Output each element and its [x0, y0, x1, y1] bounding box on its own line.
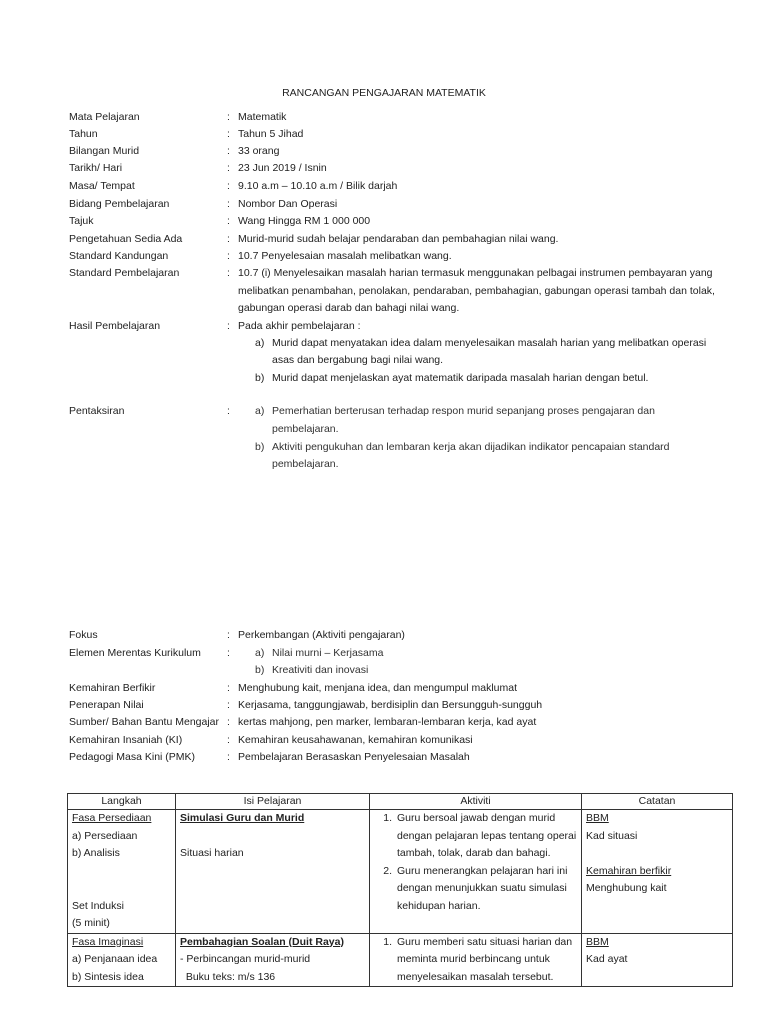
isi-title: Simulasi Guru dan Murid [180, 812, 305, 824]
info-value: Kemahiran keusahawanan, kemahiran komunikasi [238, 734, 473, 746]
aktiviti-text: Guru bersoal jawab dengan murid [397, 812, 556, 824]
aktiviti-number: 1. [383, 812, 392, 824]
aktiviti-line [374, 951, 577, 969]
info-label: Mata Pelajaran [69, 111, 140, 123]
langkah-line: b) Sintesis idea [72, 970, 144, 983]
info-value: Perkembangan (Aktiviti pengajaran) [238, 629, 405, 641]
info-colon: : [227, 647, 230, 659]
list-marker: a) [255, 337, 265, 349]
cell-langkah [68, 933, 176, 987]
aktiviti-line [374, 898, 577, 916]
aktiviti-number [374, 898, 397, 916]
info-colon: : [227, 215, 230, 227]
list-text: Murid dapat menjelaskan ayat matematik daripada masalah harian dengan betul. [272, 372, 649, 384]
list-marker: b) [255, 664, 265, 676]
info-label: Tarikh/ Hari [69, 162, 123, 174]
aktiviti-line [374, 810, 577, 828]
info-value: 10.7 Penyelesaian masalah melibatkan wang. [238, 250, 452, 262]
aktiviti-line [374, 828, 577, 846]
table-header-row [68, 794, 733, 810]
info-colon: : [227, 233, 230, 245]
aktiviti-number [374, 828, 397, 846]
cell-catatan [582, 810, 733, 934]
info-colon: : [227, 198, 230, 210]
info-value: 9.10 a.m – 10.10 a.m / Bilik darjah [238, 180, 398, 192]
langkah-line: a) Penjanaan idea [72, 953, 158, 965]
info-label: Tajuk [69, 215, 94, 227]
list-marker: a) [255, 647, 265, 659]
list-text: Murid dapat menyatakan idea dalam menyelesaikan masalah harian yang melibatkan operasi [272, 337, 707, 349]
info-label: Sumber/ Bahan Bantu Mengajar [69, 716, 220, 728]
info-value: 23 Jun 2019 / Isnin [238, 162, 327, 174]
langkah-line [72, 863, 171, 881]
aktiviti-line [374, 934, 577, 952]
catatan-label: Kemahiran berfikir [586, 864, 672, 877]
info-value: Kerjasama, tanggungjawab, berdisiplin dan Bersungguh-sungguh [238, 699, 543, 711]
info-colon: : [227, 405, 230, 417]
info-colon: : [227, 716, 230, 728]
header-catatan: Catatan [582, 794, 733, 810]
info-value: 10.7 (i) Menyelesaikan masalah harian termasuk menggunakan pelbagai instrumen pembayaran yang [238, 267, 713, 279]
aktiviti-number [374, 845, 397, 863]
info-label: Pentaksiran [69, 405, 125, 417]
isi-line: Buku teks: m/s 136 [180, 970, 276, 983]
info-label: Pedagogi Masa Kini (PMK) [69, 751, 196, 763]
aktiviti-number [374, 969, 397, 987]
info-label: Bilangan Murid [69, 145, 140, 157]
aktiviti-text: dengan menunjukkan suatu simulasi [397, 882, 567, 894]
aktiviti-number [374, 880, 397, 898]
isi-line [180, 828, 365, 846]
list-marker: b) [255, 372, 265, 384]
continued-text: pembelajaran. [272, 423, 339, 435]
aktiviti-text: menyelesaikan masalah tersebut. [397, 970, 554, 983]
catatan-value: Menghubung kait [586, 882, 667, 894]
list-text: Pemerhatian berterusan terhadap respon murid sepanjang proses pengajaran dan [272, 405, 655, 417]
list-marker: a) [255, 405, 265, 417]
catatan-label: BBM [586, 812, 609, 824]
info-label: Masa/ Tempat [69, 180, 135, 192]
aktiviti-line [374, 969, 577, 987]
info-label: Pengetahuan Sedia Ada [69, 233, 183, 245]
info-label: Tahun [69, 128, 98, 140]
info-colon: : [227, 128, 230, 140]
header-isi-pelajaran: Isi Pelajaran [176, 794, 370, 810]
info-value: Pada akhir pembelajaran : [238, 320, 361, 332]
info-value: kertas mahjong, pen marker, lembaran-lembaran kerja, kad ayat [238, 716, 537, 728]
aktiviti-text: Guru memberi satu situasi harian dan [397, 935, 573, 948]
header-aktiviti: Aktiviti [370, 794, 582, 810]
catatan-value: Kad ayat [586, 953, 628, 965]
list-text: Aktiviti pengukuhan dan lembaran kerja akan dijadikan indikator pencapaian standard [272, 441, 670, 453]
table-row [68, 810, 733, 934]
aktiviti-number [374, 951, 397, 969]
langkah-line: (5 minit) [72, 917, 110, 929]
langkah-line: a) Persediaan [72, 829, 138, 842]
aktiviti-text: tambah, tolak, darab dan bahagi. [397, 847, 551, 859]
aktiviti-text: Guru menerangkan pelajaran hari ini [397, 864, 568, 877]
langkah-line: Fasa Persediaan [72, 812, 152, 824]
aktiviti-number: 2. [383, 864, 392, 877]
aktiviti-text: meminta murid berbincang untuk [397, 953, 550, 965]
info-value: Pembelajaran Berasaskan Penyelesaian Masalah [238, 751, 470, 763]
info-colon: : [227, 145, 230, 157]
continued-text: gabungan operasi darab dan bahagi nilai wang. [238, 302, 460, 314]
info-label: Standard Kandungan [69, 250, 169, 262]
isi-title: Pembahagian Soalan (Duit Raya) [180, 935, 344, 948]
list-marker: b) [255, 441, 265, 453]
isi-line: Situasi harian [180, 847, 244, 859]
cell-langkah [68, 810, 176, 934]
info-label: Fokus [69, 629, 98, 641]
langkah-line: b) Analisis [72, 847, 120, 859]
langkah-line [72, 880, 171, 898]
cell-catatan [582, 933, 733, 987]
info-colon: : [227, 267, 230, 279]
list-text: Kreativiti dan inovasi [272, 664, 369, 676]
aktiviti-number: 1. [383, 935, 392, 948]
header-langkah: Langkah [68, 794, 176, 810]
info-value: Nombor Dan Operasi [238, 198, 338, 210]
catatan-value: Kad situasi [586, 829, 638, 842]
info-label: Bidang Pembelajaran [69, 198, 170, 210]
info-colon: : [227, 162, 230, 174]
info-value: Menghubung kait, menjana idea, dan mengumpul maklumat [238, 682, 518, 694]
info-value: Murid-murid sudah belajar pendaraban dan pembahagian nilai wang. [238, 233, 559, 245]
info-label: Hasil Pembelajaran [69, 320, 161, 332]
langkah-line: Fasa Imaginasi [72, 935, 144, 948]
aktiviti-line [374, 845, 577, 863]
info-colon: : [227, 250, 230, 262]
continued-text: melibatkan penambahan, penolakan, pendaraban, pembahagian, gabungan operasi tambah dan tolak, [238, 285, 715, 297]
catatan-gap [586, 845, 728, 863]
info-colon: : [227, 699, 230, 711]
catatan-label: BBM [586, 935, 609, 948]
lesson-plan-table [67, 793, 733, 987]
info-colon: : [227, 629, 230, 641]
info-value: Tahun 5 Jihad [238, 128, 304, 140]
info-colon: : [227, 320, 230, 332]
table-row [68, 933, 733, 987]
info-value: Matematik [238, 111, 287, 123]
info-value: Wang Hingga RM 1 000 000 [238, 215, 371, 227]
info-colon: : [227, 111, 230, 123]
continued-text: asas dan bergabung bagi nilai wang. [272, 354, 444, 366]
aktiviti-line [374, 880, 577, 898]
document-title: RANCANGAN PENGAJARAN MATEMATIK [282, 87, 486, 99]
info-value: 33 orang [238, 145, 280, 157]
aktiviti-text: dengan pelajaran lepas tentang operai [397, 829, 577, 842]
continued-text: pembelajaran. [272, 458, 339, 470]
info-label: Kemahiran Berfikir [69, 682, 156, 694]
info-colon: : [227, 734, 230, 746]
info-colon: : [227, 682, 230, 694]
info-colon: : [227, 180, 230, 192]
info-colon: : [227, 751, 230, 763]
cell-aktiviti [370, 933, 582, 987]
info-label: Elemen Merentas Kurikulum [69, 647, 201, 659]
info-label: Penerapan Nilai [69, 699, 144, 711]
cell-isi-pelajaran [176, 810, 370, 934]
info-label: Standard Pembelajaran [69, 267, 180, 279]
cell-isi-pelajaran [176, 933, 370, 987]
aktiviti-line [374, 863, 577, 881]
isi-line: - Perbincangan murid-murid [180, 953, 311, 965]
aktiviti-text: kehidupan harian. [397, 899, 481, 912]
langkah-line: Set Induksi [72, 899, 124, 912]
cell-aktiviti [370, 810, 582, 934]
list-text: Nilai murni – Kerjasama [272, 647, 384, 659]
info-label: Kemahiran Insaniah (KI) [69, 734, 183, 746]
